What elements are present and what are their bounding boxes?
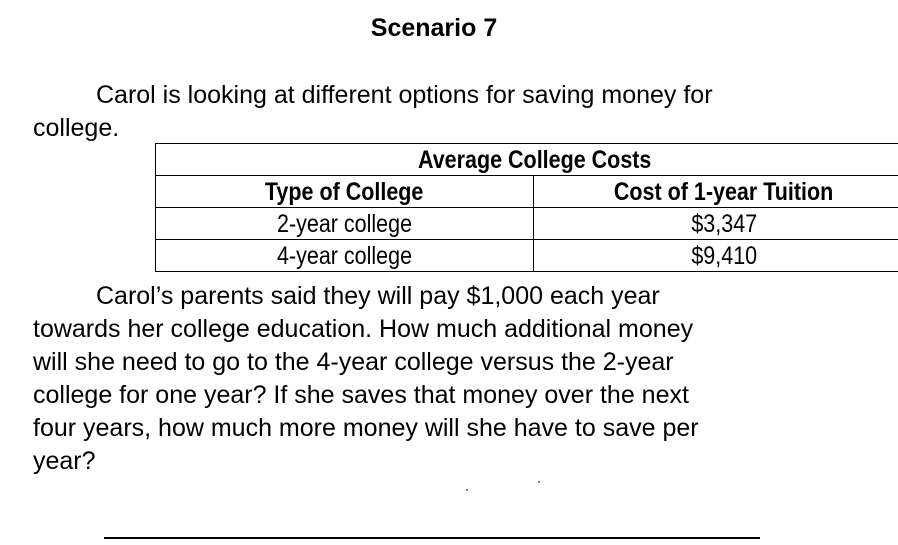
college-costs-table — [155, 143, 898, 272]
column-header-type: Type of College — [156, 176, 534, 208]
question-line: will she need to go to the 4-year college versus the 2-year — [33, 348, 674, 376]
ink-speck — [466, 489, 468, 491]
table-header-row — [156, 176, 898, 208]
question-line: towards her college education. How much additional money — [33, 315, 694, 343]
column-header-cost: Cost of 1-year Tuition — [534, 176, 898, 208]
intro-paragraph — [33, 79, 713, 145]
table-cell: 4-year college — [156, 240, 534, 272]
question-line: year? — [33, 447, 96, 475]
intro-line: Carol is looking at different options for saving money for — [96, 81, 713, 109]
page-title: Scenario 7 — [370, 14, 498, 42]
table-row — [156, 208, 898, 240]
intro-line: college. — [33, 114, 120, 142]
question-line: four years, how much more money will she have to save per — [33, 414, 699, 442]
table-caption: Average College Costs — [156, 144, 898, 176]
table-cell: $9,410 — [534, 240, 898, 272]
question-line: college for one year? If she saves that money over the next — [33, 381, 689, 409]
ink-speck — [538, 481, 540, 483]
table-cell: $3,347 — [534, 208, 898, 240]
question-paragraph — [33, 280, 699, 478]
table-caption-row — [156, 144, 898, 176]
question-line: Carol’s parents said they will pay $1,000 each year — [96, 282, 660, 310]
answer-line[interactable] — [104, 537, 760, 539]
table-cell: 2-year college — [156, 208, 534, 240]
table-row — [156, 240, 898, 272]
